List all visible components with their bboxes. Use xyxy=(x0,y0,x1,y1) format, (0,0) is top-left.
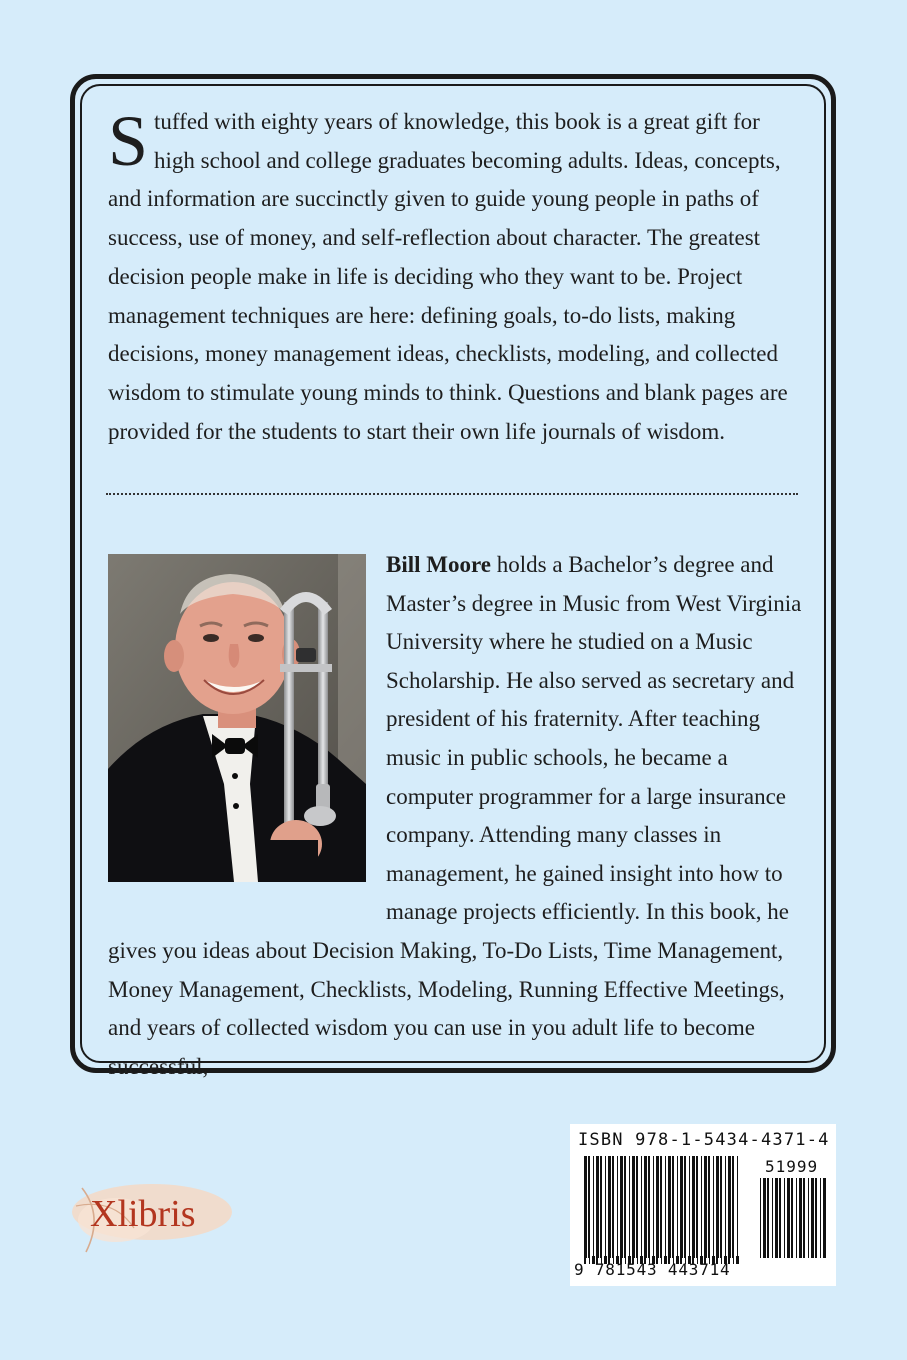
book-description-text: tuffed with eighty years of knowledge, this book is a great gift for high school and college graduates becoming adults. Ideas, concepts, and information are succinctly given to guide young people in paths of success, use of money, and self-reflection about character. The greatest decision people make in life is deciding who they want to be. Project management techniques are here: defining goals, to-do lists, making decisions, money management ideas, checklists, modeling, and collected wisdom to stimulate young minds to think. Questions and blank pages are provided for the students to start their own life journals of wisdom. xyxy=(108,109,788,444)
publisher-logo xyxy=(64,1176,234,1256)
photo-text-wrap-gap xyxy=(108,546,386,894)
author-bio xyxy=(108,546,802,1086)
ean-number: 9 781543 443714 xyxy=(574,1260,731,1279)
author-bio-text: holds a Bachelor’s degree and Master’s degree in Music from West Virginia University where he studied on a Music Scholarship. He also served as secretary and president of his fraternity. After teaching music in public schools, he became a computer programmer for a large insurance company. Attending many classes in management, he gained insight into how to manage projects efficiently. In this book, he gives you ideas about Decision Making, To-Do Lists, Time Management, Money Management, Checklists, Modeling, Running Effective Meetings, and years of collected wisdom you can use in you adult life to become successful, xyxy=(108,552,802,1079)
price-code: 51999 xyxy=(765,1157,819,1176)
dotted-divider xyxy=(106,493,798,495)
book-description xyxy=(108,103,802,451)
publisher-logo-text: Xlibris xyxy=(90,1193,196,1235)
isbn-number: ISBN 978-1-5434-4371-4 xyxy=(578,1130,830,1150)
drop-cap-letter: S xyxy=(108,101,149,181)
author-name: Bill Moore xyxy=(386,552,491,577)
isbn-barcode xyxy=(570,1124,836,1286)
